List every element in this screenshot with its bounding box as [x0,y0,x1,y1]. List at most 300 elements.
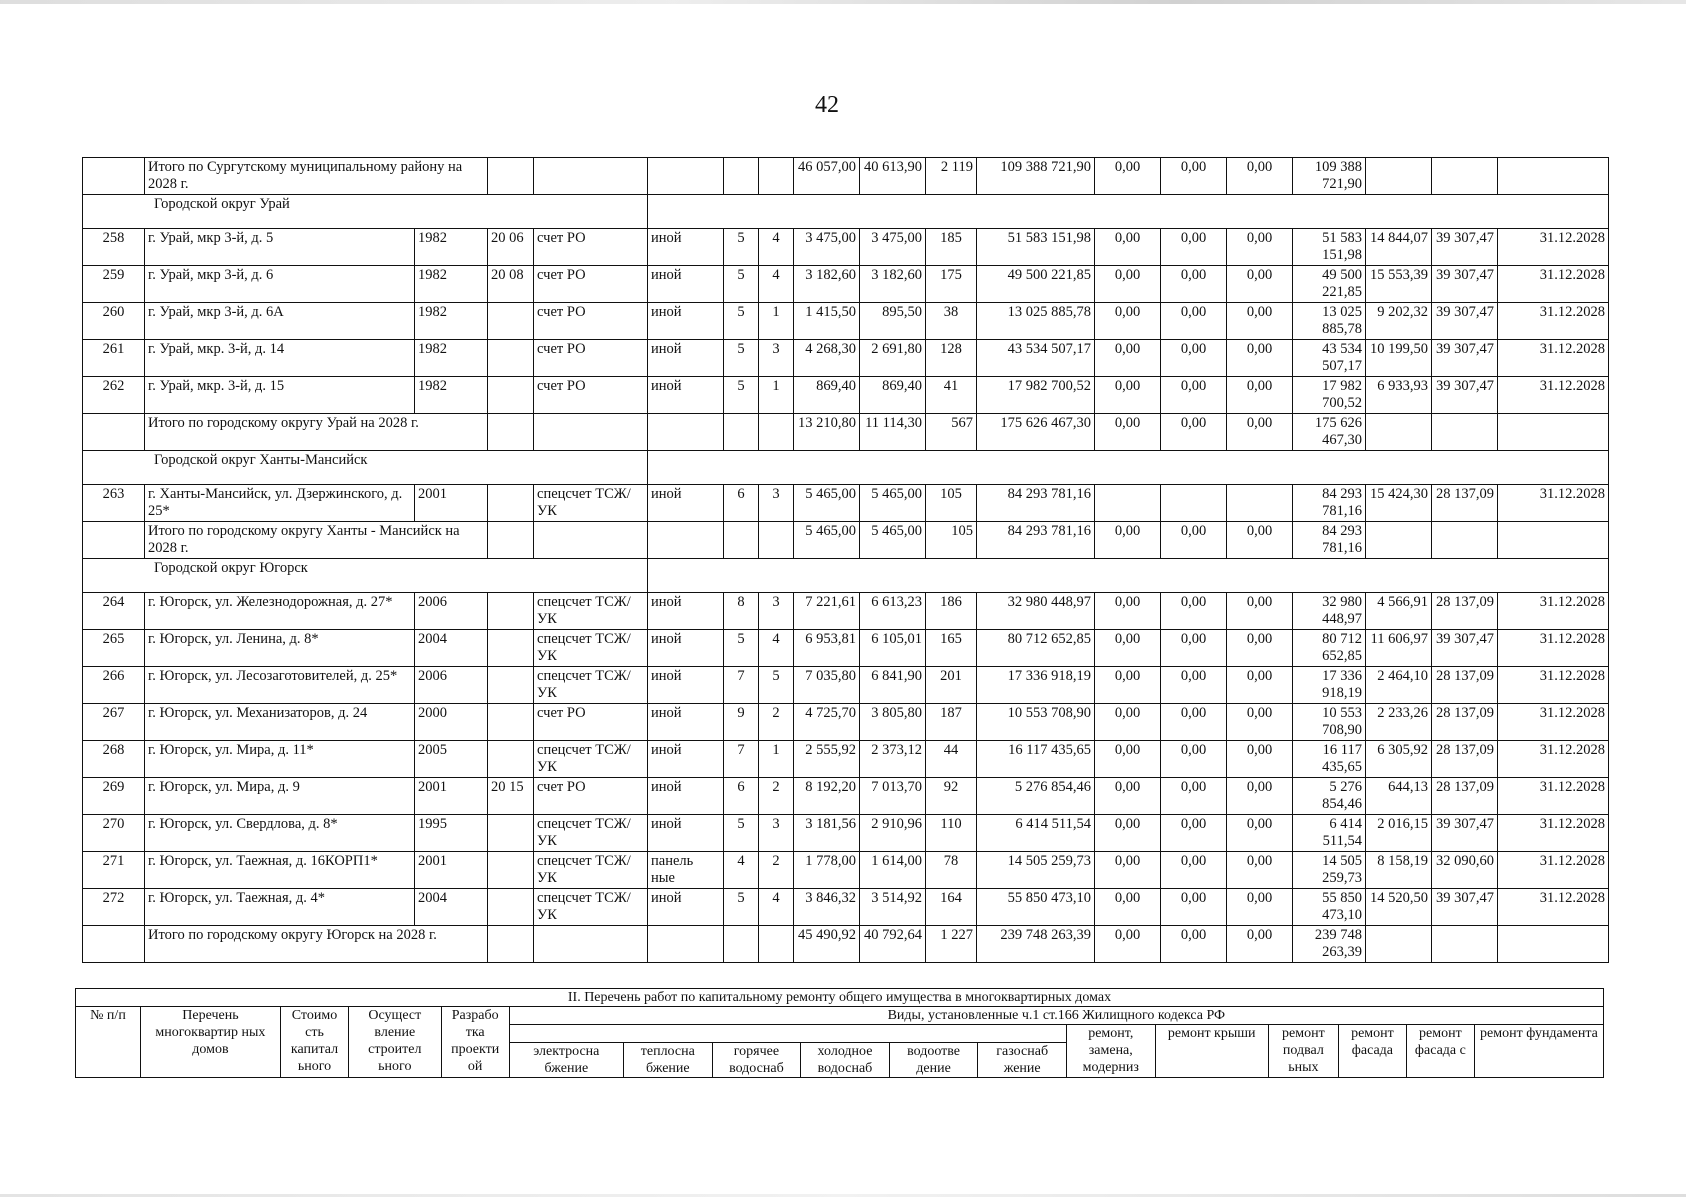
total-empty-h [1498,522,1609,559]
col-sewerage-header: водоотве дение [889,1043,978,1078]
last-repair-year [488,704,534,741]
floors: 7 [724,741,759,778]
residents: 105 [926,485,977,522]
total-fund-1: 0,00 [1095,414,1161,451]
total-empty-f [1366,414,1432,451]
local-budget: 0,00 [1227,340,1293,377]
cost-per-sqm: 11 606,97 [1366,630,1432,667]
owners-funds: 17 336 918,19 [1293,667,1366,704]
repair-cost: 32 980 448,97 [977,593,1095,630]
total-empty-e [759,926,794,963]
federal-fund: 0,00 [1095,229,1161,266]
entrances: 4 [759,630,794,667]
commission-year: 2004 [415,630,488,667]
section-blank [648,451,1609,485]
cost-per-sqm: 4 566,91 [1366,593,1432,630]
living-area: 6 105,01 [860,630,926,667]
table-row [83,593,1609,630]
federal-fund: 0,00 [1095,667,1161,704]
entrances: 3 [759,485,794,522]
section-title: Городской округ Югорск [154,560,308,576]
row-number: 266 [83,667,145,704]
residents: 164 [926,889,977,926]
col-exec-header: Осущест вление строител ьного [348,1007,441,1078]
entrances: 1 [759,377,794,414]
wall-material: иной [648,704,724,741]
entrances: 4 [759,889,794,926]
col-dev-header: Разрабо тка проекти ой [441,1007,509,1078]
cost-per-sqm: 644,13 [1366,778,1432,815]
address: г. Ханты-Мансийск, ул. Дзержинского, д. 25* [145,485,415,522]
fund-account: счет РО [534,303,648,340]
completion-date: 31.12.2028 [1498,229,1609,266]
total-fund-2: 0,00 [1161,414,1227,451]
repair-cost: 17 982 700,52 [977,377,1095,414]
col-cost-header: Стоимо сть капитал ьного [280,1007,348,1078]
local-budget: 0,00 [1227,266,1293,303]
completion-date: 31.12.2028 [1498,377,1609,414]
wall-material: иной [648,667,724,704]
cost-limit-per-sqm: 32 090,60 [1432,852,1498,889]
living-area: 3 805,80 [860,704,926,741]
col-lift-header: ремонт, замена, модерниз [1066,1025,1155,1078]
regional-budget: 0,00 [1161,229,1227,266]
total-area-2: 11 114,30 [860,414,926,451]
living-area: 6 613,23 [860,593,926,630]
total-residents: 105 [926,522,977,559]
address: г. Урай, мкр. 3-й, д. 14 [145,340,415,377]
floors: 4 [724,852,759,889]
cost-per-sqm: 2 464,10 [1366,667,1432,704]
table-row [83,630,1609,667]
entrances: 2 [759,778,794,815]
cost-limit-per-sqm: 28 137,09 [1432,741,1498,778]
total-fund-2: 0,00 [1161,926,1227,963]
row-number: 259 [83,266,145,303]
total-area: 869,40 [794,377,860,414]
entrances: 1 [759,741,794,778]
table-row [83,229,1609,266]
table-row [83,485,1609,522]
cost-limit-per-sqm: 28 137,09 [1432,593,1498,630]
total-empty-f [1366,158,1432,195]
total-row [83,522,1609,559]
total-empty-g [1432,522,1498,559]
cost-per-sqm: 14 844,07 [1366,229,1432,266]
completion-date: 31.12.2028 [1498,340,1609,377]
total-empty-b [534,158,648,195]
residents: 110 [926,815,977,852]
living-area: 2 373,12 [860,741,926,778]
local-budget: 0,00 [1227,889,1293,926]
table-row [83,889,1609,926]
total-row [83,414,1609,451]
total-residents: 567 [926,414,977,451]
row-number: 258 [83,229,145,266]
row-number: 269 [83,778,145,815]
federal-fund: 0,00 [1095,340,1161,377]
local-budget: 0,00 [1227,377,1293,414]
cost-per-sqm: 14 520,50 [1366,889,1432,926]
col-basement-header: ремонт подвал ьных [1268,1025,1338,1078]
total-empty-g [1432,926,1498,963]
floors: 6 [724,778,759,815]
owners-funds: 55 850 473,10 [1293,889,1366,926]
regional-budget: 0,00 [1161,815,1227,852]
commission-year: 2006 [415,593,488,630]
address: г. Югорск, ул. Свердлова, д. 8* [145,815,415,852]
wall-material: иной [648,266,724,303]
entrances: 3 [759,340,794,377]
total-empty-d [724,158,759,195]
entrances: 2 [759,704,794,741]
federal-fund: 0,00 [1095,815,1161,852]
total-empty-g [1432,414,1498,451]
total-empty-e [759,158,794,195]
table-row [83,340,1609,377]
owners-funds: 13 025 885,78 [1293,303,1366,340]
living-area: 3 182,60 [860,266,926,303]
total-area: 5 465,00 [794,485,860,522]
total-area-1: 13 210,80 [794,414,860,451]
row-number: 270 [83,815,145,852]
last-repair-year: 20 08 [488,266,534,303]
last-repair-year [488,593,534,630]
col-heating-header: теплосна бжение [624,1043,713,1078]
wall-material: иной [648,630,724,667]
commission-year: 1982 [415,377,488,414]
work-types-header: Виды, установленные ч.1 ст.166 Жилищного кодекса РФ [509,1007,1603,1025]
total-area: 3 182,60 [794,266,860,303]
total-label: Итого по городскому округу Урай на 2028 г. [145,414,488,451]
section-title-cell [83,195,648,229]
owners-funds: 84 293 781,16 [1293,485,1366,522]
last-repair-year [488,667,534,704]
col-list-header: Перечень многоквартир ных домов [140,1007,280,1078]
commission-year: 2006 [415,667,488,704]
total-area-1: 45 490,92 [794,926,860,963]
total-fund-2: 0,00 [1161,522,1227,559]
total-empty-a [488,158,534,195]
floors: 9 [724,704,759,741]
total-area: 2 555,92 [794,741,860,778]
commission-year: 2000 [415,704,488,741]
table-row [83,667,1609,704]
section-title-cell [83,451,648,485]
total-label: Итого по Сургутскому муниципальному району на 2028 г. [145,158,488,195]
local-budget: 0,00 [1227,630,1293,667]
wall-material: иной [648,889,724,926]
completion-date: 31.12.2028 [1498,852,1609,889]
regional-budget: 0,00 [1161,303,1227,340]
total-area-1: 46 057,00 [794,158,860,195]
total-fund-1: 0,00 [1095,926,1161,963]
residents: 128 [926,340,977,377]
total-empty-b [534,414,648,451]
total-area: 4 725,70 [794,704,860,741]
owners-funds: 32 980 448,97 [1293,593,1366,630]
scan-edge-top [0,0,1686,4]
regional-budget: 0,00 [1161,340,1227,377]
commission-year: 2001 [415,485,488,522]
residents: 41 [926,377,977,414]
row-number: 263 [83,485,145,522]
row-number: 265 [83,630,145,667]
row-number: 261 [83,340,145,377]
address: г. Югорск, ул. Таежная, д. 4* [145,889,415,926]
total-empty-num [83,414,145,451]
total-empty-h [1498,414,1609,451]
address: г. Урай, мкр. 3-й, д. 15 [145,377,415,414]
fund-account: спецсчет ТСЖ/УК [534,593,648,630]
residents: 187 [926,704,977,741]
residents: 201 [926,667,977,704]
section-blank [648,559,1609,593]
last-repair-year [488,303,534,340]
total-empty-c [648,926,724,963]
living-area: 1 614,00 [860,852,926,889]
federal-fund: 0,00 [1095,852,1161,889]
local-budget: 0,00 [1227,229,1293,266]
last-repair-year [488,889,534,926]
commission-year: 2001 [415,852,488,889]
fund-account: спецсчет ТСЖ/УК [534,815,648,852]
repair-cost: 49 500 221,85 [977,266,1095,303]
federal-fund: 0,00 [1095,303,1161,340]
cost-limit-per-sqm: 39 307,47 [1432,815,1498,852]
total-owners: 109 388 721,90 [1293,158,1366,195]
total-empty-c [648,522,724,559]
fund-account: спецсчет ТСЖ/УК [534,485,648,522]
utilities-group-header [509,1025,1066,1043]
living-area: 3 475,00 [860,229,926,266]
total-area: 7 221,61 [794,593,860,630]
floors: 6 [724,485,759,522]
wall-material: иной [648,340,724,377]
commission-year: 1982 [415,266,488,303]
total-label: Итого по городскому округу Ханты - Мансийск на 2028 г. [145,522,488,559]
total-area: 3 846,32 [794,889,860,926]
wall-material: иной [648,741,724,778]
owners-funds: 43 534 507,17 [1293,340,1366,377]
total-area: 3 181,56 [794,815,860,852]
total-empty-f [1366,522,1432,559]
last-repair-year [488,852,534,889]
repair-cost: 80 712 652,85 [977,630,1095,667]
section-blank [648,195,1609,229]
local-budget: 0,00 [1227,852,1293,889]
owners-funds: 6 414 511,54 [1293,815,1366,852]
last-repair-year: 20 15 [488,778,534,815]
total-empty-b [534,926,648,963]
fund-account: счет РО [534,266,648,303]
repair-cost: 17 336 918,19 [977,667,1095,704]
repair-cost: 43 534 507,17 [977,340,1095,377]
col-foundation-header: ремонт фундамента [1474,1025,1603,1078]
residents: 38 [926,303,977,340]
last-repair-year [488,340,534,377]
completion-date: 31.12.2028 [1498,593,1609,630]
completion-date: 31.12.2028 [1498,741,1609,778]
entrances: 3 [759,815,794,852]
total-empty-num [83,158,145,195]
total-cost: 84 293 781,16 [977,522,1095,559]
section2-title: II. Перечень работ по капитальному ремонту общего имущества в многоквартирных домах [76,989,1604,1007]
owners-funds: 17 982 700,52 [1293,377,1366,414]
owners-funds: 51 583 151,98 [1293,229,1366,266]
living-area: 7 013,70 [860,778,926,815]
completion-date: 31.12.2028 [1498,778,1609,815]
col-electricity-header: электросна бжение [509,1043,623,1078]
regional-budget: 0,00 [1161,377,1227,414]
cost-limit-per-sqm: 28 137,09 [1432,485,1498,522]
regional-budget: 0,00 [1161,889,1227,926]
entrances: 4 [759,229,794,266]
total-empty-f [1366,926,1432,963]
total-area-2: 40 792,64 [860,926,926,963]
row-number: 268 [83,741,145,778]
last-repair-year [488,630,534,667]
owners-funds: 80 712 652,85 [1293,630,1366,667]
cost-limit-per-sqm: 39 307,47 [1432,889,1498,926]
total-row [83,158,1609,195]
residents: 78 [926,852,977,889]
cost-per-sqm: 8 158,19 [1366,852,1432,889]
local-budget: 0,00 [1227,593,1293,630]
completion-date: 31.12.2028 [1498,704,1609,741]
residents: 175 [926,266,977,303]
total-area: 8 192,20 [794,778,860,815]
total-fund-1: 0,00 [1095,158,1161,195]
completion-date: 31.12.2028 [1498,485,1609,522]
owners-funds: 49 500 221,85 [1293,266,1366,303]
cost-limit-per-sqm: 39 307,47 [1432,340,1498,377]
total-area: 6 953,81 [794,630,860,667]
total-cost: 175 626 467,30 [977,414,1095,451]
total-empty-d [724,522,759,559]
col-cold-water-header: холодное водоснаб [801,1043,890,1078]
total-empty-d [724,926,759,963]
fund-account: спецсчет ТСЖ/УК [534,630,648,667]
address: г. Югорск, ул. Мира, д. 9 [145,778,415,815]
total-empty-a [488,414,534,451]
living-area: 2 691,80 [860,340,926,377]
cost-per-sqm: 2 233,26 [1366,704,1432,741]
fund-account: счет РО [534,377,648,414]
total-cost: 239 748 263,39 [977,926,1095,963]
federal-fund: 0,00 [1095,630,1161,667]
commission-year: 1982 [415,303,488,340]
total-fund-3: 0,00 [1227,926,1293,963]
residents: 186 [926,593,977,630]
federal-fund: 0,00 [1095,377,1161,414]
residents: 92 [926,778,977,815]
regional-budget: 0,00 [1161,266,1227,303]
section-header-row [83,195,1609,229]
fund-account: счет РО [534,340,648,377]
total-area: 1 778,00 [794,852,860,889]
regional-budget [1161,485,1227,522]
floors: 5 [724,303,759,340]
wall-material: иной [648,815,724,852]
repair-cost: 13 025 885,78 [977,303,1095,340]
living-area: 3 514,92 [860,889,926,926]
table-row [83,852,1609,889]
fund-account: спецсчет ТСЖ/УК [534,741,648,778]
total-area-2: 5 465,00 [860,522,926,559]
last-repair-year: 20 06 [488,229,534,266]
col-roof-header: ремонт крыши [1155,1025,1268,1078]
entrances: 2 [759,852,794,889]
fund-account: спецсчет ТСЖ/УК [534,852,648,889]
total-row [83,926,1609,963]
page-number: 42 [815,92,839,118]
local-budget: 0,00 [1227,815,1293,852]
cost-per-sqm: 6 933,93 [1366,377,1432,414]
cost-per-sqm: 6 305,92 [1366,741,1432,778]
living-area: 6 841,90 [860,667,926,704]
entrances: 5 [759,667,794,704]
owners-funds: 16 117 435,65 [1293,741,1366,778]
floors: 8 [724,593,759,630]
repair-cost: 16 117 435,65 [977,741,1095,778]
regional-budget: 0,00 [1161,741,1227,778]
total-area-1: 5 465,00 [794,522,860,559]
residents: 44 [926,741,977,778]
total-fund-3: 0,00 [1227,158,1293,195]
repair-cost: 55 850 473,10 [977,889,1095,926]
address: г. Урай, мкр 3-й, д. 5 [145,229,415,266]
commission-year: 1982 [415,229,488,266]
residents: 165 [926,630,977,667]
federal-fund: 0,00 [1095,741,1161,778]
total-owners: 175 626 467,30 [1293,414,1366,451]
scan-edge-bottom [0,1194,1686,1197]
local-budget [1227,485,1293,522]
total-cost: 109 388 721,90 [977,158,1095,195]
repair-cost: 51 583 151,98 [977,229,1095,266]
last-repair-year [488,815,534,852]
commission-year: 2005 [415,741,488,778]
wall-material: иной [648,229,724,266]
completion-date: 31.12.2028 [1498,266,1609,303]
row-number: 262 [83,377,145,414]
buildings-table [82,157,1609,963]
entrances: 1 [759,303,794,340]
fund-account: спецсчет ТСЖ/УК [534,889,648,926]
table-row [83,377,1609,414]
floors: 5 [724,815,759,852]
cost-limit-per-sqm: 39 307,47 [1432,303,1498,340]
regional-budget: 0,00 [1161,667,1227,704]
completion-date: 31.12.2028 [1498,303,1609,340]
completion-date: 31.12.2028 [1498,815,1609,852]
floors: 5 [724,266,759,303]
last-repair-year [488,741,534,778]
total-empty-a [488,522,534,559]
completion-date: 31.12.2028 [1498,630,1609,667]
address: г. Урай, мкр 3-й, д. 6 [145,266,415,303]
total-area-2: 40 613,90 [860,158,926,195]
commission-year: 1982 [415,340,488,377]
total-empty-g [1432,158,1498,195]
table-row [83,741,1609,778]
last-repair-year [488,485,534,522]
wall-material: иной [648,485,724,522]
cost-limit-per-sqm: 39 307,47 [1432,266,1498,303]
cost-per-sqm: 15 424,30 [1366,485,1432,522]
floors: 7 [724,667,759,704]
